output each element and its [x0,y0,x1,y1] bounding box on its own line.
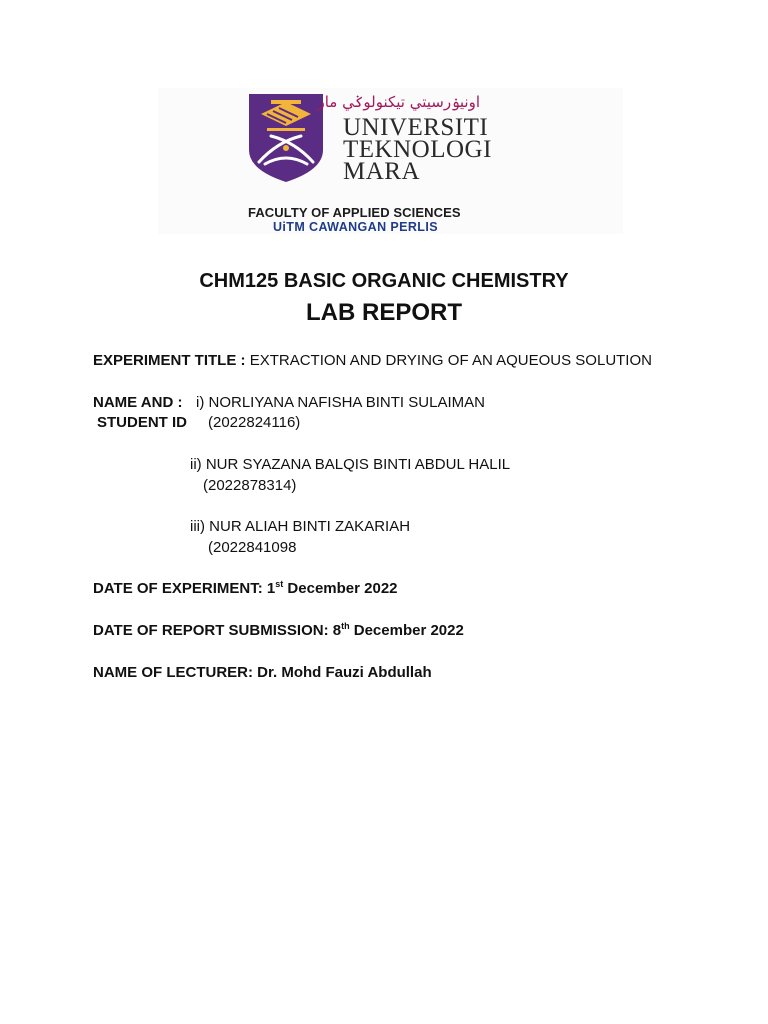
svg-text:اونيۏرسيتي تيکنولوݢي مار: اونيۏرسيتي تيکنولوݢي مار [317,93,480,111]
date-of-experiment [93,580,398,598]
date-of-submission-label: DATE OF REPORT SUBMISSION: [93,622,333,639]
student-id-2: (2022878314) [203,477,297,494]
date-of-experiment-day: 1 [266,580,276,597]
experiment-title-value: EXTRACTION AND DRYING OF AN AQUEOUS SOLUTION [249,352,652,369]
student-name-2: ii) NUR SYAZANA BALQIS BINTI ABDUL HALIL [190,456,511,473]
date-of-experiment-label: DATE OF EXPERIMENT: [93,580,267,597]
university-name-line-3: MARA [343,158,421,185]
student-id-label: STUDENT ID [97,414,187,431]
student-name-1: i) NORLIYANA NAFISHA BINTI SULAIMAN [196,394,485,411]
lecturer-name: Dr. Mohd Fauzi Abdullah [257,664,432,681]
campus-name: UiTM CAWANGAN PERLIS [273,220,438,234]
university-jawi-logotype [317,90,482,112]
date-of-experiment-rest: December 2022 [283,580,398,597]
student-name-3: iii) NUR ALIAH BINTI ZAKARIAH [190,518,411,535]
university-name-line-2: TEKNOLOGI [343,136,492,163]
course-title: CHM125 BASIC ORGANIC CHEMISTRY [199,270,569,292]
date-of-submission-suffix: th [341,621,350,631]
university-crest-icon [247,92,325,184]
date-of-experiment-suffix: st [275,579,284,589]
date-of-submission-rest: December 2022 [349,622,464,639]
report-title: LAB REPORT [306,299,462,326]
university-name-line-1: UNIVERSITI [343,114,489,141]
date-of-submission [93,622,464,640]
student-id-1: (2022824116) [208,414,301,431]
student-id-3: (2022841098 [208,539,297,556]
faculty-name: FACULTY OF APPLIED SCIENCES [248,205,461,220]
name-label: NAME AND : [93,394,183,411]
lecturer-label: NAME OF LECTURER: [93,664,258,681]
experiment-title-row [93,352,652,370]
experiment-title-label: EXPERIMENT TITLE : [93,352,246,369]
lecturer-row [93,664,432,682]
date-of-submission-day: 8 [332,622,342,639]
